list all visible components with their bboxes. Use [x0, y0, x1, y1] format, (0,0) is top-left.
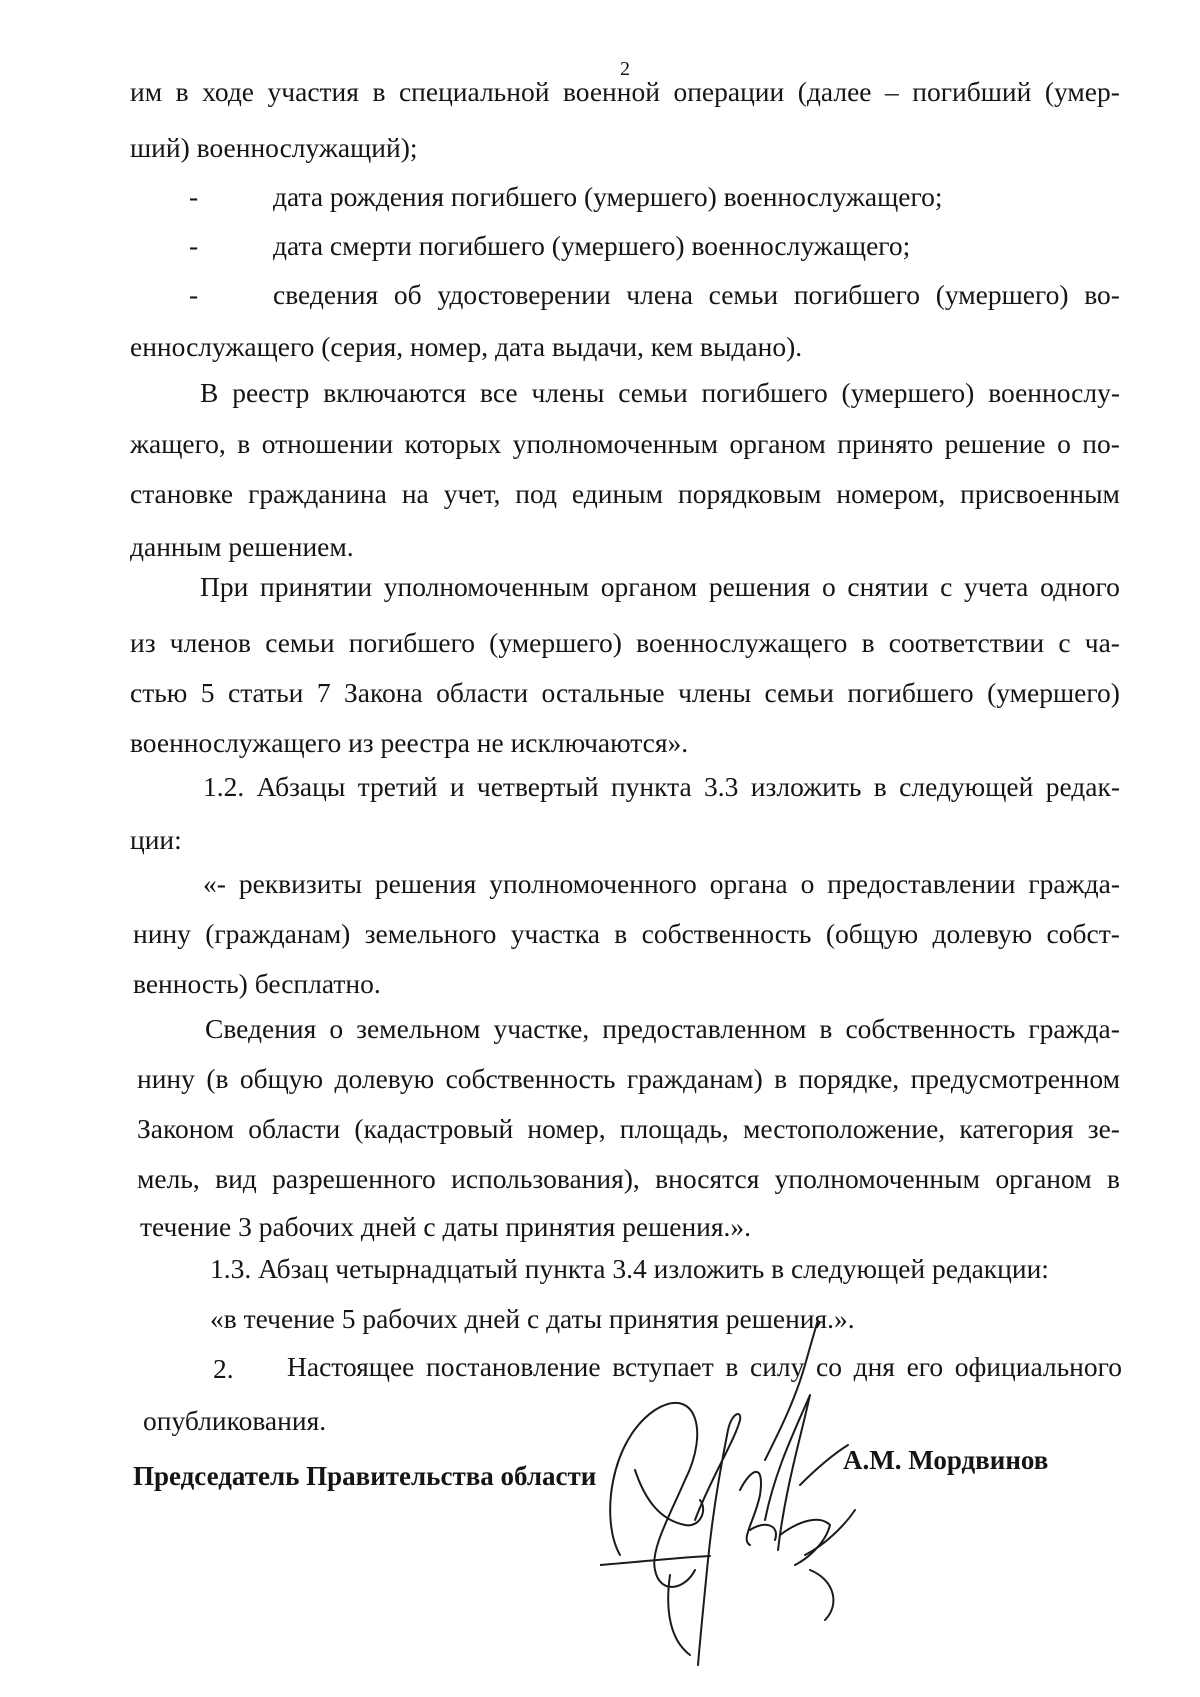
text-line: становке гражданина на учет, под единым порядковым номером, присвоенным [130, 478, 1120, 509]
text-line: При принятии уполномоченным органом решения о снятии с учета одного [200, 571, 1120, 602]
text-line: Сведения о земельном участке, предоставленном в собственность гражда- [205, 1013, 1120, 1044]
signatory-name: А.М. Мордвинов [843, 1445, 1049, 1475]
text-line: опубликования. [143, 1405, 327, 1436]
text-line: военнослужащего из реестра не исключаются». [130, 727, 689, 758]
text-line: мель, вид разрешенного использования), вносятся уполномоченным органом в [137, 1163, 1120, 1194]
text-line: 1.2. Абзацы третий и четвертый пункта 3.3 изложить в следующей редак- [203, 771, 1120, 802]
handwritten-signature [600, 1320, 900, 1680]
text-line: нину (гражданам) земельного участка в собственность (общую долевую собст- [133, 918, 1120, 949]
text-line: им в ходе участия в специальной военной операции (далее – погибший (умер- [130, 76, 1120, 107]
text-line: «в течение 5 рабочих дней с даты принятия решения.». [210, 1303, 855, 1334]
text-line: жащего, в отношении которых уполномоченным органом принято решение о по- [130, 428, 1120, 459]
list-bullet-dash: - [189, 230, 199, 261]
text-line: Законом области (кадастровый номер, площадь, местоположение, категория зе- [137, 1113, 1120, 1144]
text-line: 1.3. Абзац четырнадцатый пункта 3.4 изложить в следующей редакции: [210, 1253, 1049, 1284]
list-bullet-dash: - [189, 181, 199, 212]
page-number: 2 [620, 58, 630, 80]
text-line: венность) бесплатно. [133, 968, 381, 999]
text-line: еннослужащего (серия, номер, дата выдачи, кем выдано). [130, 331, 803, 362]
text-line: ший) военнослужащий); [130, 132, 418, 163]
text-line: данным решением. [130, 531, 354, 562]
text-line: дата смерти погибшего (умершего) военнослужащего; [273, 230, 911, 261]
text-line: течение 3 рабочих дней с даты принятия решения.». [140, 1211, 752, 1242]
text-line: «- реквизиты решения уполномоченного органа о предоставлении гражда- [203, 868, 1120, 899]
text-line: стью 5 статьи 7 Закона области остальные члены семьи погибшего (умершего) [130, 677, 1120, 708]
text-line: нину (в общую долевую собственность гражданам) в порядке, предусмотренном [137, 1063, 1120, 1094]
text-line: Настоящее постановление вступает в силу со дня его официального [287, 1351, 1122, 1382]
signatory-position: Председатель Правительства области [133, 1461, 597, 1491]
text-line: 2. [213, 1353, 234, 1384]
text-line: В реестр включаются все члены семьи погибшего (умершего) военнослу- [200, 377, 1120, 408]
text-line: сведения об удостоверении члена семьи погибшего (умершего) во- [273, 279, 1120, 310]
text-line: ции: [130, 824, 182, 855]
text-line: дата рождения погибшего (умершего) военнослужащего; [273, 181, 943, 212]
list-bullet-dash: - [189, 279, 199, 310]
text-line: из членов семьи погибшего (умершего) военнослужащего в соответствии с ча- [130, 627, 1120, 658]
